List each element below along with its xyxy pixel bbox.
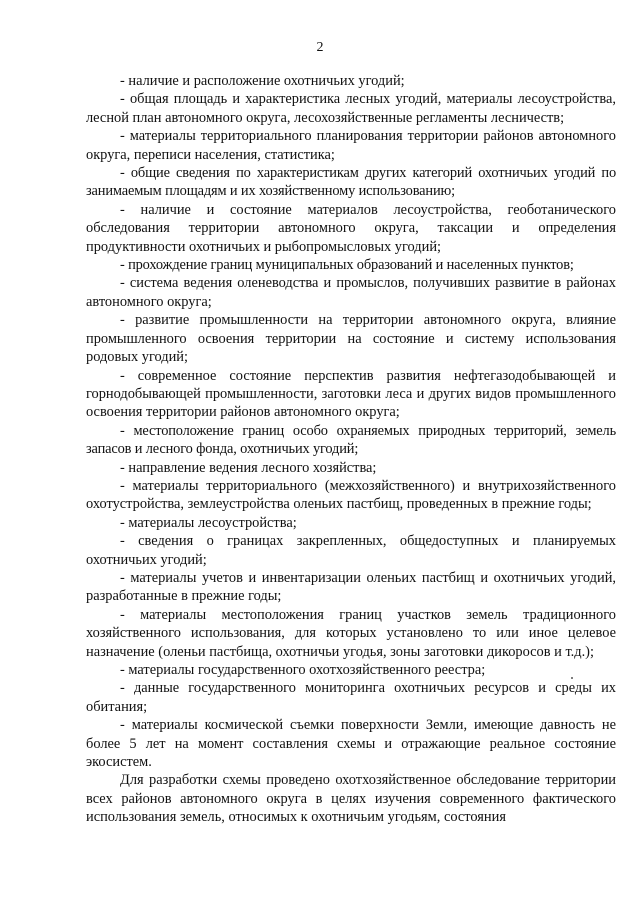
paragraph: - материалы территориального планирования территории районов автономного округа, переписи населения, статистика;	[86, 128, 616, 163]
document-body	[86, 72, 616, 827]
page-number: 2	[316, 40, 324, 55]
paragraph: - наличие и состояние материалов лесоустройства, геоботанического обследования территории автономного округа, таксации и определения продуктивности охотничьих и рыбопромысловых угодий;	[86, 201, 616, 255]
paragraph: - местоположение границ особо охраняемых природных территорий, земель запасов и лесного фонда, охотничьих угодий;	[86, 422, 616, 458]
paragraph: - прохождение границ муниципальных образований и населенных пунктов;	[120, 257, 574, 274]
paragraph: - наличие и расположение охотничьих угодий;	[120, 73, 405, 89]
scan-speck	[571, 677, 573, 679]
paragraph: - современное состояние перспектив развития нефтегазодобывающей и горнодобывающей промышленности, заготовки леса и других видов промышленного освоения территории районов автономного округа;	[86, 367, 616, 421]
paragraph: - развитие промышленности на территории автономного округа, влияние промышленного освоения территории на состояние и систему использования родовых угодий;	[86, 312, 616, 366]
paragraph: - материалы лесоустройства;	[120, 514, 297, 531]
paragraph: - материалы государственного охотхозяйственного реестра;	[120, 662, 486, 678]
paragraph: - данные государственного мониторинга охотничьих ресурсов и среды их обитания;	[86, 680, 616, 715]
paragraph: Для разработки схемы проведено охотхозяйственное обследование территории всех районов автономного округа в целях изучения современного фактического использования земель, относимых к охотничьим угодьям, состояния	[86, 772, 616, 826]
paragraph: - сведения о границах закрепленных, общедоступных и планируемых охотничьих угодий;	[86, 533, 616, 568]
paragraph: - направление ведения лесного хозяйства;	[120, 459, 377, 476]
paragraph: - общие сведения по характеристикам других категорий охотничьих угодий по занимаемым площадям и их хозяйственному использованию;	[86, 165, 616, 200]
paragraph: - материалы территориального (межхозяйственного) и внутрихозяйственного охотустройства, землеустройства оленьих пастбищ, проведенных в прежние годы;	[86, 477, 616, 513]
paragraph: - материалы местоположения границ участков земель традиционного хозяйственного использования, для которых установлено то или иное целевое назначение (оленьи пастбища, охотничьи угодья, зоны заготовки дикоросов и т.д.);	[86, 606, 616, 660]
paragraph: - материалы космической съемки поверхности Земли, имеющие давность не более 5 лет на момент составления схемы и отражающие реальное состояние экосистем.	[86, 717, 616, 771]
paragraph: - общая площадь и характеристика лесных угодий, материалы лесоустройства, лесной план автономного округа, лесохозяйственные регламенты лесничеств;	[86, 91, 616, 126]
paragraph: - материалы учетов и инвентаризации оленьих пастбищ и охотничьих угодий, разработанные в прежние годы;	[86, 569, 616, 605]
paragraph: - система ведения оленеводства и промыслов, получивших развитие в районах автономного округа;	[86, 275, 616, 310]
